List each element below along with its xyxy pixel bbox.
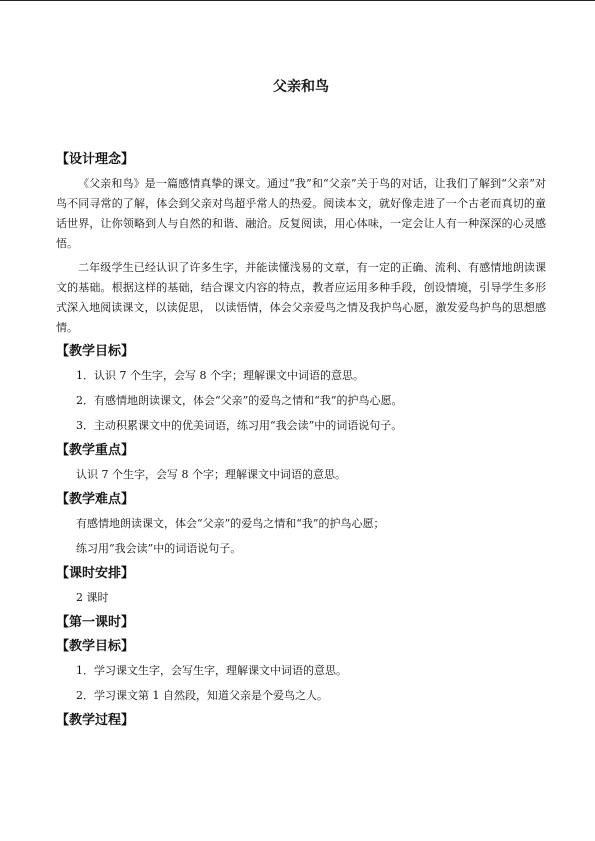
- design-concept-paragraph-2: 二年级学生已经认识了许多生字，并能读懂浅易的文章，有一定的正确、流利、有感情地朗读课文的基础。根据这样的基础，结合课文内容的特点，教者应运用多种手段，创设情境，引导学生多形式深入地阅读课文，以读促思， 以读悟情，体会父亲爱鸟之情及我护鸟心愿，激发爱鸟护鸟的思想感情。: [56, 261, 546, 334]
- lesson-goal-item: 2．学习课文第 1 自然段，知道父亲是个爱鸟之人。: [76, 689, 328, 702]
- design-concept-paragraph-1: 《父亲和鸟》是一篇感情真挚的课文。通过“我”和“父亲”关于鸟的对话，让我们了解到“父亲”对鸟不同寻常的了解，体会到父亲对鸟超乎常人的热爱。阅读本文，就好像走进了一个古老而真切的童话世界，让你领略到人与自然的和谐、融洽。反复阅读，用心体味，一定会让人有一种深深的心灵感悟。: [56, 177, 546, 250]
- document-title: 父亲和鸟: [273, 79, 329, 95]
- teaching-goal-item: 3．主动积累课文中的优美词语，练习用“我会读”中的词语说句子。: [76, 419, 403, 432]
- section-heading-schedule: 【课时安排】: [56, 566, 135, 581]
- section-heading-first-lesson: 【第一课时】: [56, 615, 135, 630]
- document-body: [56, 150, 546, 735]
- section-heading-teaching-goals: 【教学目标】: [56, 344, 135, 359]
- lesson-goal-item: 1．学习课文生字，会写生字，理解课文中词语的意思。: [76, 664, 347, 677]
- teaching-goal-item: 1．认识 7 个生字，会写 8 个字；理解课文中词语的意思。: [76, 369, 364, 382]
- section-heading-design-concept: 【设计理念】: [56, 152, 135, 167]
- key-points-text: 认识 7 个生字，会写 8 个字；理解课文中词语的意思。: [76, 468, 346, 481]
- schedule-text: 2 课时: [76, 591, 109, 604]
- difficulty-line: 有感情地朗读课文，体会“父亲”的爱鸟之情和“我”的护鸟心愿；: [76, 517, 385, 530]
- section-heading-teaching-process: 【教学过程】: [56, 713, 135, 728]
- section-heading-key-points: 【教学重点】: [56, 443, 135, 458]
- section-heading-lesson-goals: 【教学目标】: [56, 639, 135, 654]
- difficulty-line: 练习用“我会读”中的词语说句子。: [76, 542, 242, 555]
- teaching-goal-item: 2．有感情地朗读课文，体会“父亲”的爱鸟之情和“我”的护鸟心愿。: [76, 394, 403, 407]
- page-top-rule: [0, 0, 595, 1]
- section-heading-difficulties: 【教学难点】: [56, 492, 135, 507]
